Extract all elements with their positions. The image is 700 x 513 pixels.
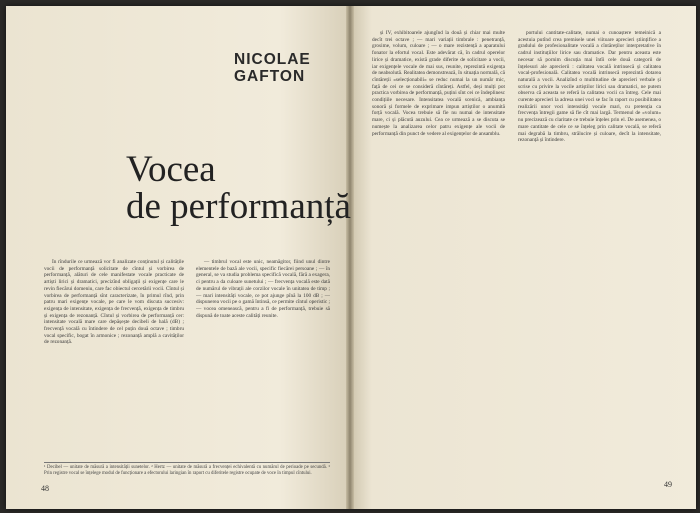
page-number-left: 48 [41,484,49,493]
author-last-name: GAFTON [234,68,306,85]
footnotes: ¹ Decibel — unitate de măsură a intensității sunetelor. ² Hertz — unitate de măsură a frecvenței echivalentă cu numărul de perioade pe secundă. ³ Prin registre vocal se înțelege modul de funcționare a efectorului laringian în raport cu diferitele registre ocupate de voce în timpul cîntului. [44,462,330,501]
body-text: În rîndurile ce urmează vor fi analizate conținutul și calitățile vocii de performanță solicitate de cîntul și vorbirea de performanță, alături de cele manifestate vocale practicate de artiști lirici și dramatici, precizînd obligații și exigențe care le revin fiecărui domeniu, care fac obiectul cercetării vocii. Cîntul și vorbirea de performanță sînt caracterizate, în primul rînd, prin patru mari exigențe vocale, pe care le vom discuta succesiv: exigența de intensitate, exigența de frecvență, exigența de timbru și exigența de rezonanță. Cîntul și vorbirea de performanță cer: intensitate vocală mare care depășește decibeli de hală (dB) ; frecvență vocală cu întindere de cel puțin două octave ; timbru vocal specific, bogat în armonice ; rezonanță amplă a cavităților de rezonanță. [44,259,184,346]
left-column-1 [44,259,184,456]
right-column-1 [372,30,505,460]
right-column-2 [518,30,661,460]
title-line-2: de performanță [126,186,351,227]
author-name [234,51,311,85]
body-text: — timbrul vocal este unic, neamăgitor, fiind unul dintre elementele de bază ale vocii, specific fiecărei persoane ; — în general, se va studia problema specifică vocală, fără a exagera, ci pentru a da culoare sunetului ; — frecvența vocală este dată de numărul de vibrații ale corzilor vocale în unitatea de timp ; — mari intensități vocale, ce pot ajunge pînă la 100 dB ; — dispunerea vocii pe o gamă întinsă, ce permite cîntul operistic ; — vocea omenească, pentru a fi de performanță, trebuie să dispună de toate aceste calități reunite. [196,259,330,319]
left-column-2 [196,259,330,456]
title-line-1: Vocea [126,149,216,190]
body-text: și IV, exhibitoarele ajungînd la două și chiar mai multe decît trei octave ; — mari variații timbrale : penetranță, grosime, volum, culoare ; — o mare rezistență a aparatului fonator la efortul vocal. Este adevărat că, în cadrul operelor lirice și dramatice, există grade diferite de solicitare a vocii, iar exigențele vocale de mai sus, reunite, reprezintă exigența de neabsolută. Realitatea demonstrează, în situația normală, că cîntăreții «selecționabili» se reduc numai la un număr mic, față de cei ce se consideră cîntăreți. Astfel, deși mulți pot practica vorbirea de performanță, puțini sînt cei ce îndeplinesc condițiile necesare. Intensitatea vocală scenică, ambianța sonoră și formele de exprimare impun artiștilor o anumită forță vocală. Vocea trebuie să fie nu numai de intensitate mare, ci și plăcută auzului. Cea ce urmează a se discuta se numește la analizarea celor patru exigențe ale vocii de performanță din punct de vedere al exigențelor de ansamblu. [372,30,505,137]
page-number-right: 49 [664,480,672,489]
author-first-name: NICOLAE [234,51,311,68]
body-text: portului cantitate-calitate, numai o cunoaștere temeinică a acestuia putînd crea premisele unei viitoare aprecieri științifice a gradului de profesionalitate vocală a cîntăreților interpretative în cadrul instituțiilor lirice sau dramatice. Dar pentru aceasta este necesar să pornim discuția mai întîi cele două categorii de înțelesuri ale aprecierii : calitatea vocală intrinsecă și calitatea vocal-profesională. Calitatea vocală intrinsecă reprezintă dotarea naturală a vocii. Analizînd o multitudine de aprecieri verbale și scrise cu privire la vocile artiștilor lirici sau dramatici, ne putem observa că aceasta se referă la calitatea vocii ca întreg. Cele mai curente aprecieri la adresa unei voci se fac în raport cu posibilitatea realizării unor voci intensități vocale mari, cu pretenția ca frecvența întregii game să fie cît mai largă. Termenul de «volum» nu precizează cu claritate ce trebuie înțeles prin el. De asemenea, o mare cantitate de cele ce se înțeleg prin calitate vocală, se referă mai degrabă la timbru, strălucire și culoare, decît la intensitate, rezonanță și întindere. [518,30,661,144]
book-spread [6,6,696,509]
article-title [126,151,351,225]
book-gutter [346,6,354,509]
